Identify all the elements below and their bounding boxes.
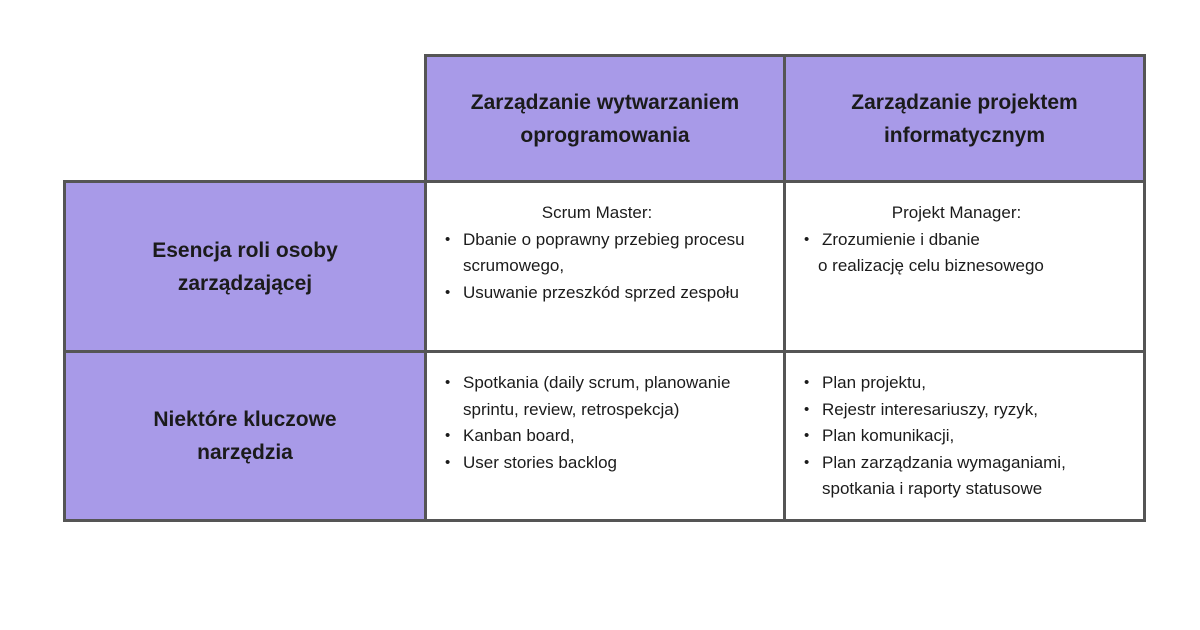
tools-software-list (443, 370, 767, 476)
list-item: • Dbanie o poprawny przebieg procesu scrumowego, (443, 227, 767, 280)
list-item: • Plan komunikacji, (802, 423, 1127, 450)
row-label-role-text: Esencja roli osoby zarządzającej (152, 238, 338, 295)
column-header-project (783, 54, 1146, 183)
column-header-software (424, 54, 786, 183)
list-item: • Spotkania (daily scrum, planowanie sprintu, review, retrospekcja) (443, 370, 767, 423)
cell-role-software (424, 180, 786, 353)
list-item: • Rejestr interesariuszy, ryzyk, (802, 397, 1127, 424)
row-label-role (63, 180, 427, 353)
row-label-tools-text: Niektóre kluczowe narzędzia (153, 408, 337, 464)
role-title-project-manager: Projekt Manager: (891, 203, 1022, 222)
role-project-list (802, 227, 1127, 254)
cell-role-project (783, 180, 1146, 353)
role-software-list (443, 227, 767, 307)
cell-tools-project (783, 350, 1146, 522)
list-item: • Plan projektu, (802, 370, 1127, 397)
column-header-project-text: Zarządzanie projektem informatycznym (851, 90, 1078, 147)
list-item: • Zrozumienie i dbanie (802, 227, 1127, 254)
list-item-continuation: o realizację celu biznesowego (818, 256, 1044, 275)
list-item: • Plan zarządzania wymaganiami, spotkania i raporty statusowe (802, 450, 1127, 503)
list-item: • User stories backlog (443, 450, 767, 477)
cell-tools-software (424, 350, 786, 522)
list-item: • Usuwanie przeszkód sprzed zespołu (443, 280, 767, 307)
row-label-tools (63, 350, 427, 522)
column-header-software-text: Zarządzanie wytwarzaniem oprogramowania (470, 90, 740, 147)
role-title-scrum-master: Scrum Master: (541, 203, 653, 222)
tools-project-list (802, 370, 1127, 503)
list-item: • Kanban board, (443, 423, 767, 450)
